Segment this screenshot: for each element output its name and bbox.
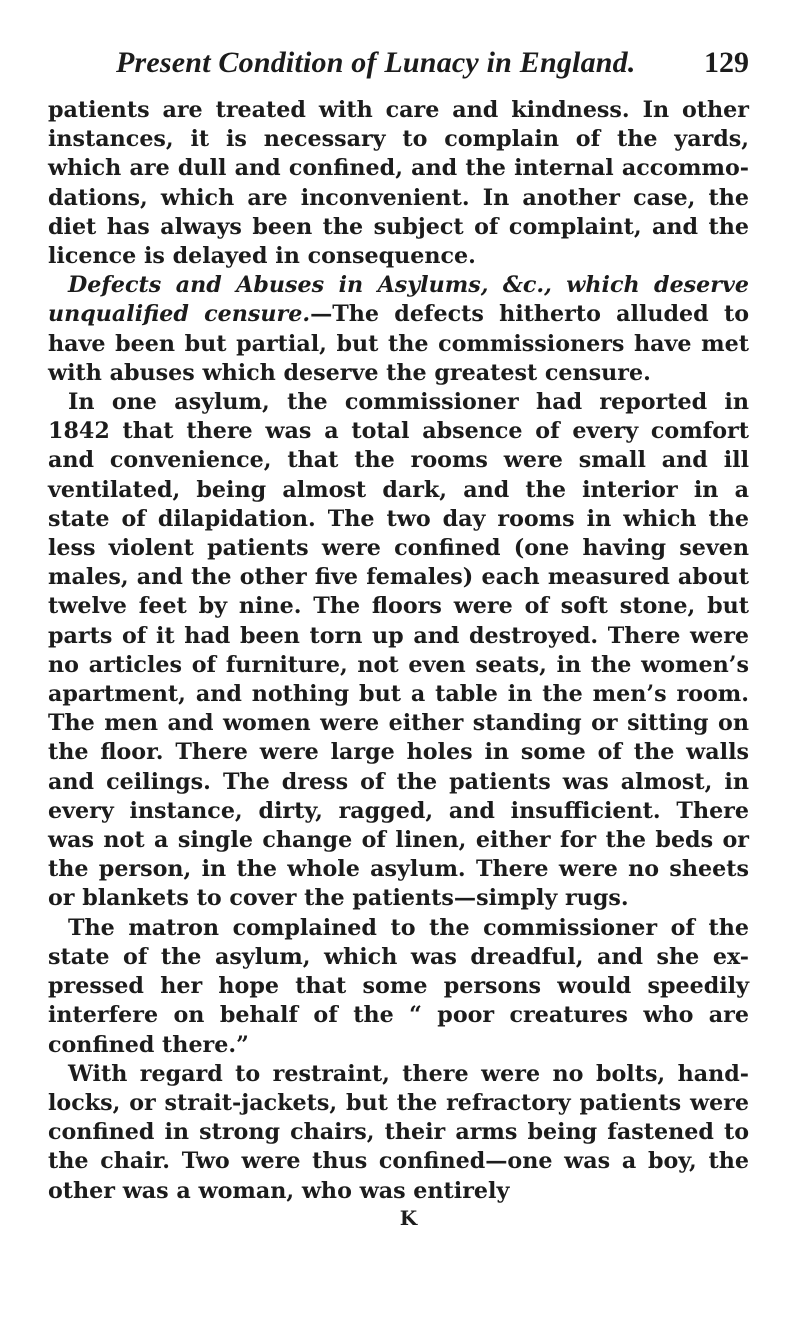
running-head xyxy=(48,38,749,88)
paragraph-2-text: —The defects hitherto alluded to have been but partial, but the commissioners have met with abuses which deserve the greatest censure. xyxy=(48,301,749,386)
signature-mark: K xyxy=(399,1205,418,1230)
book-page xyxy=(48,38,749,1230)
page-number: 129 xyxy=(704,46,749,79)
body-text xyxy=(48,96,749,1206)
section-subheading: Defects and Abuses in Asylums, &c., which deserve unqualified censure. xyxy=(48,272,749,328)
paragraph-1: patients are treated with care and kindness. In other instances, it is necessary to complain of the yards, which are dull and confined, and the internal accommo-dations, which are inconvenient. In another case, the diet has always been the subject of complaint, and the licence is delayed in consequence. xyxy=(48,97,749,270)
paragraph-2 xyxy=(48,271,749,388)
paragraph-5: With regard to restraint, there were no bolts, hand-locks, or strait-jackets, but the refractory patients were confined in strong chairs, their arms being fastened to the chair. Two were thus confined—one was a boy, the other was a woman, who was entirely xyxy=(48,1060,749,1204)
paragraph-4: The matron complained to the commissioner of the state of the asylum, which was dreadful, and she ex-pressed her hope that some persons would speedily interfere on behalf of the “ poor creatures who are confined there.” xyxy=(48,914,749,1058)
running-title: Present Condition of Lunacy in England. xyxy=(116,46,636,79)
paragraph-3: In one asylum, the commissioner had reported in 1842 that there was a total absence of every comfort and convenience, that the rooms were small and ill ventilated, being almost dark, and the interior in a state of dilapidation. The two day rooms in which the less violent patients were confined (one having seven males, and the other five females) each measured about twelve feet by nine. The floors were of soft stone, but parts of it had been torn up and destroyed. There were no articles of furniture, not even seats, in the women’s apartment, and nothing but a table in the men’s room. The men and women were either standing or sitting on the floor. There were large holes in some of the walls and ceilings. The dress of the patients was almost, in every instance, dirty, ragged, and insufficient. There was not a single change of linen, either for the beds or the person, in the whole asylum. There were no sheets or blankets to cover the patients—simply rugs. xyxy=(48,389,749,912)
